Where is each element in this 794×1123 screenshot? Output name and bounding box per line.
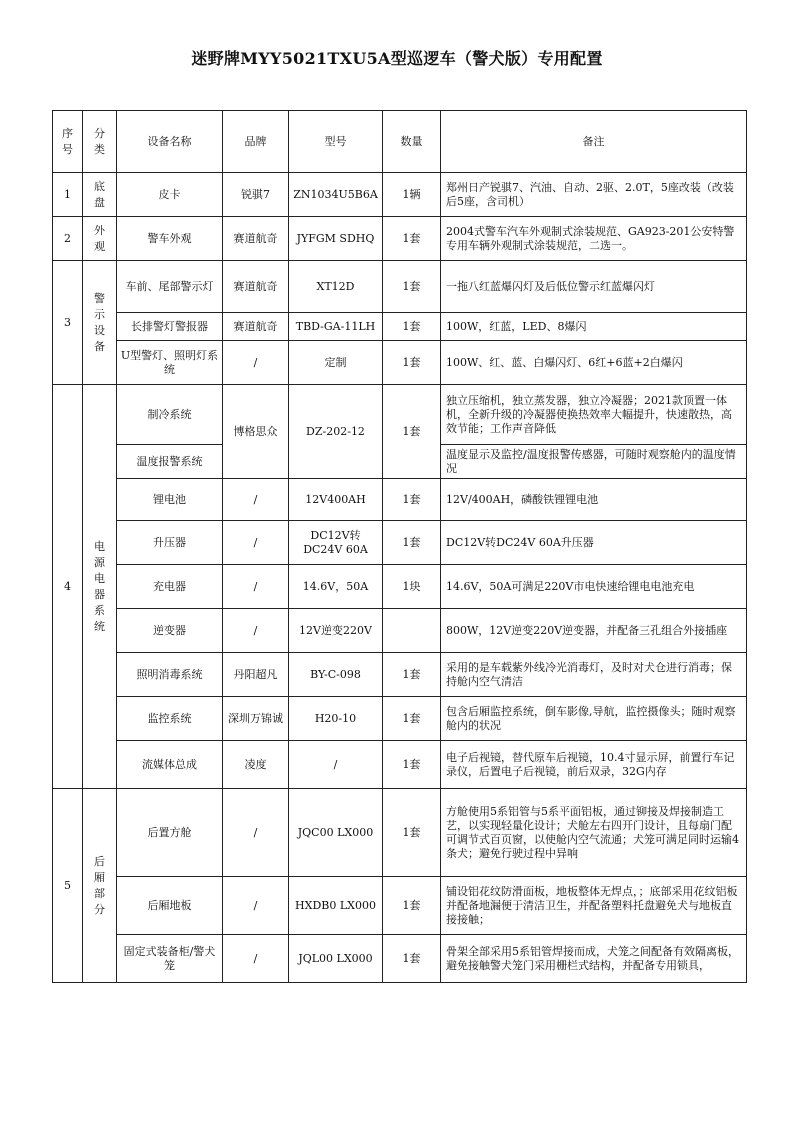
category-label: 底盘 — [94, 179, 105, 209]
model-cell: JQC00 LX000 — [289, 789, 383, 877]
header-qty: 数量 — [383, 111, 441, 173]
table-row — [53, 385, 747, 445]
table-row — [53, 217, 747, 261]
brand-cell: 赛道航奇 — [223, 217, 289, 261]
qty-cell: 1套 — [383, 935, 441, 983]
note-cell: 800W，12V逆变220V逆变器，并配备三孔组合外接插座 — [441, 609, 747, 653]
qty-cell: 1块 — [383, 565, 441, 609]
note-cell: 采用的是车载紫外线冷光消毒灯，及时对犬仓进行消毒；保持舱内空气清洁 — [441, 653, 747, 697]
note-cell: 铺设铝花纹防滑面板，地板整体无焊点，；底部采用花纹铝板并配备地漏便于清洁卫生，并配备塑料托盘避免犬与地板直接接触； — [441, 877, 747, 935]
table-row — [53, 341, 747, 385]
note-cell: 100W，红蓝，LED、8爆闪 — [441, 313, 747, 341]
brand-cell: 赛道航奇 — [223, 261, 289, 313]
category-cell — [83, 217, 117, 261]
table-row — [53, 261, 747, 313]
model-cell: 12V400AH — [289, 479, 383, 521]
table-row — [53, 697, 747, 741]
note-cell: 方舱使用5系铝管与5系平面铝板，通过铆接及焊接制造工艺，以实现轻量化设计；犬舱左右四开门设计，且每扇门配可调节式百页窗，以使舱内空气流通；犬笼可满足同时运输4条犬；避免行驶过程中异响 — [441, 789, 747, 877]
qty-cell: 1套 — [383, 653, 441, 697]
model-cell: XT12D — [289, 261, 383, 313]
header-seq: 序号 — [53, 111, 83, 173]
table-row — [53, 653, 747, 697]
qty-cell — [383, 609, 441, 653]
brand-cell: / — [223, 521, 289, 565]
qty-cell: 1套 — [383, 789, 441, 877]
qty-cell: 1套 — [383, 479, 441, 521]
device-name-cell: 充电器 — [117, 565, 223, 609]
brand-cell: 丹阳超凡 — [223, 653, 289, 697]
category-label: 电源电器系统 — [94, 539, 105, 633]
header-brand: 品牌 — [223, 111, 289, 173]
model-cell: / — [289, 741, 383, 789]
document-title: 迷野牌MYY5021TXU5A型巡逻车（警犬版）专用配置 — [191, 49, 603, 68]
model-cell: JYFGM SDHQ — [289, 217, 383, 261]
note-cell: 骨架全部采用5系铝管焊接而成，犬笼之间配备有效隔离板，避免接触警犬笼门采用栅栏式结构，并配备专用锁具， — [441, 935, 747, 983]
note-cell: 郑州日产锐骐7、汽油、自动、2驱、2.0T，5座改装（改装后5座，含司机） — [441, 173, 747, 217]
model-cell: 定制 — [289, 341, 383, 385]
header-category: 分类 — [83, 111, 117, 173]
note-cell: 12V/400AH，磷酸铁锂锂电池 — [441, 479, 747, 521]
brand-cell: 赛道航奇 — [223, 313, 289, 341]
brand-cell: / — [223, 609, 289, 653]
header-row — [53, 111, 747, 173]
qty-cell: 1套 — [383, 697, 441, 741]
seq-cell: 5 — [53, 789, 83, 983]
qty-cell: 1套 — [383, 877, 441, 935]
device-name-cell: 温度报警系统 — [117, 445, 223, 479]
table-row — [53, 479, 747, 521]
qty-cell: 1套 — [383, 741, 441, 789]
device-name-cell: 制冷系统 — [117, 385, 223, 445]
table-row — [53, 173, 747, 217]
note-cell: DC12V转DC24V 60A升压器 — [441, 521, 747, 565]
model-cell: HXDB0 LX000 — [289, 877, 383, 935]
qty-cell: 1套 — [383, 217, 441, 261]
device-name-cell: 升压器 — [117, 521, 223, 565]
spec-table — [52, 110, 747, 983]
qty-cell: 1套 — [383, 313, 441, 341]
category-label: 外观 — [94, 223, 105, 253]
table-row — [53, 741, 747, 789]
brand-cell: / — [223, 341, 289, 385]
note-cell: 独立压缩机，独立蒸发器，独立冷凝器；2021款顶置一体机，全新升级的冷凝器使换热效率大幅提升，快速散热，高效节能；工作声音降低 — [441, 385, 747, 445]
table-row — [53, 565, 747, 609]
seq-cell: 1 — [53, 173, 83, 217]
category-cell — [83, 173, 117, 217]
model-cell: JQL00 LX000 — [289, 935, 383, 983]
device-name-cell: 照明消毒系统 — [117, 653, 223, 697]
header-model: 型号 — [289, 111, 383, 173]
device-name-cell: 流媒体总成 — [117, 741, 223, 789]
qty-cell: 1套 — [383, 385, 441, 479]
seq-cell: 4 — [53, 385, 83, 789]
header-name: 设备名称 — [117, 111, 223, 173]
device-name-cell: 后厢地板 — [117, 877, 223, 935]
table-row — [53, 609, 747, 653]
device-name-cell: 警车外观 — [117, 217, 223, 261]
device-name-cell: 监控系统 — [117, 697, 223, 741]
model-cell: DC12V转DC24V 60A — [289, 521, 383, 565]
qty-cell: 1套 — [383, 261, 441, 313]
table-row — [53, 877, 747, 935]
model-cell: 14.6V，50A — [289, 565, 383, 609]
device-name-cell: 长排警灯警报器 — [117, 313, 223, 341]
brand-cell: / — [223, 565, 289, 609]
header-note: 备注 — [441, 111, 747, 173]
qty-cell: 1辆 — [383, 173, 441, 217]
brand-cell: / — [223, 789, 289, 877]
device-name-cell: 后置方舱 — [117, 789, 223, 877]
device-name-cell: 皮卡 — [117, 173, 223, 217]
brand-cell: 深圳万锦诚 — [223, 697, 289, 741]
note-cell: 100W、红、蓝、白爆闪灯、6红+6蓝+2白爆闪 — [441, 341, 747, 385]
table-row — [53, 935, 747, 983]
model-cell: ZN1034U5B6A — [289, 173, 383, 217]
note-cell: 2004式警车汽车外观制式涂装规范、GA923-201公安特警专用车辆外观制式涂装规范，二选一。 — [441, 217, 747, 261]
category-label: 后厢部分 — [94, 854, 105, 916]
note-cell: 14.6V，50A可满足220V市电快速给锂电电池充电 — [441, 565, 747, 609]
category-cell — [83, 261, 117, 385]
table-row — [53, 789, 747, 877]
note-cell: 一拖八红蓝爆闪灯及后低位警示红蓝爆闪灯 — [441, 261, 747, 313]
device-name-cell: 固定式装备柜/警犬笼 — [117, 935, 223, 983]
qty-cell: 1套 — [383, 341, 441, 385]
model-cell: H20-10 — [289, 697, 383, 741]
device-name-cell: 逆变器 — [117, 609, 223, 653]
device-name-cell: 车前、尾部警示灯 — [117, 261, 223, 313]
model-cell: DZ-202-12 — [289, 385, 383, 479]
device-name-cell: U型警灯、照明灯系统 — [117, 341, 223, 385]
table-row — [53, 521, 747, 565]
category-cell — [83, 789, 117, 983]
table-row — [53, 313, 747, 341]
note-cell: 包含后厢监控系统，倒车影像,导航，监控摄像头；随时观察舱内的状况 — [441, 697, 747, 741]
model-cell: BY-C-098 — [289, 653, 383, 697]
brand-cell: 博格思众 — [223, 385, 289, 479]
qty-cell: 1套 — [383, 521, 441, 565]
model-cell: TBD-GA-11LH — [289, 313, 383, 341]
seq-cell: 2 — [53, 217, 83, 261]
category-label: 警示设备 — [94, 291, 105, 353]
device-name-cell: 锂电池 — [117, 479, 223, 521]
brand-cell: / — [223, 479, 289, 521]
seq-cell: 3 — [53, 261, 83, 385]
note-cell: 温度显示及监控/温度报警传感器，可随时观察舱内的温度情况 — [441, 445, 747, 479]
note-cell: 电子后视镜，替代原车后视镜，10.4寸显示屏，前置行车记录仪，后置电子后视镜，前后双录，32G内存 — [441, 741, 747, 789]
brand-cell: 凌度 — [223, 741, 289, 789]
brand-cell: / — [223, 877, 289, 935]
brand-cell: 锐骐7 — [223, 173, 289, 217]
brand-cell: / — [223, 935, 289, 983]
model-cell: 12V逆变220V — [289, 609, 383, 653]
category-cell — [83, 385, 117, 789]
